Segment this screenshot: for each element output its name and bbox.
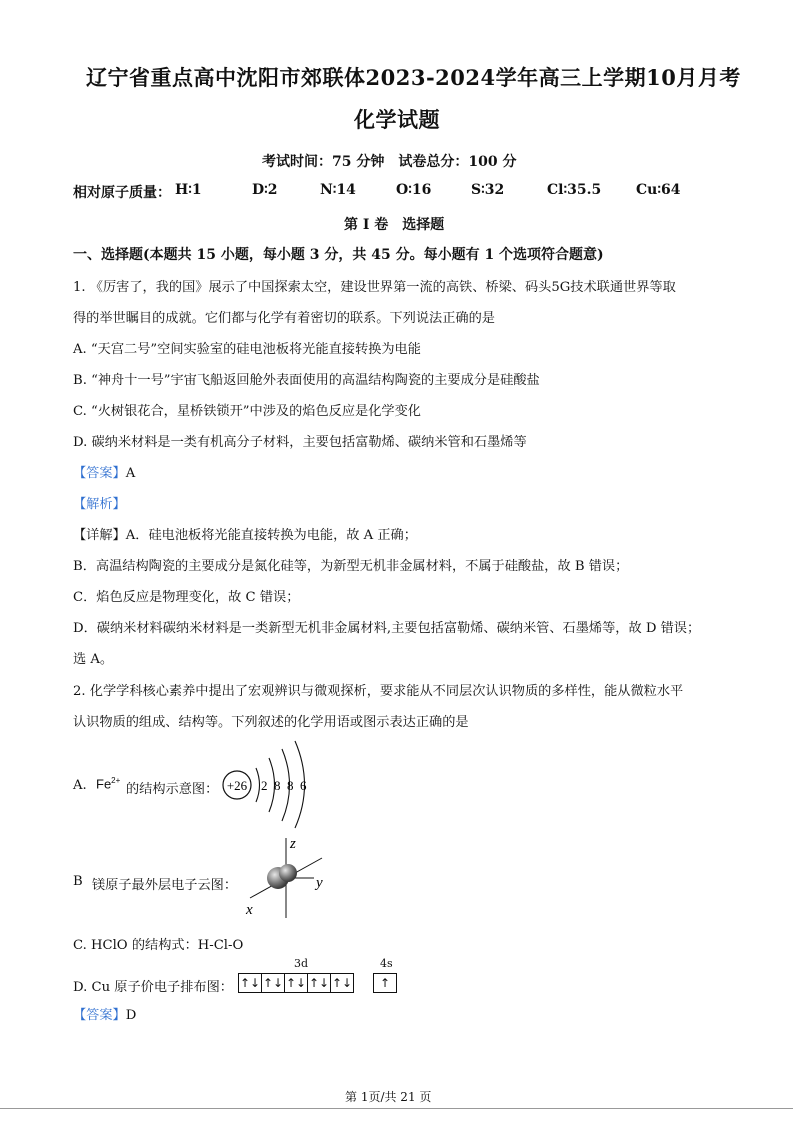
orbital-3d-boxes (238, 972, 353, 993)
ion-charge: 2+ (111, 776, 121, 785)
answer-value: D (125, 1008, 137, 1023)
q2-answer (73, 1004, 136, 1023)
shell-count-2: 8 (274, 778, 281, 793)
q1-conclusion: 选 A。 (73, 652, 114, 667)
mass-o: O∶16 (396, 182, 432, 198)
q1-option-a: A. “天宫二号”空间实验室的硅电池板将光能直接转换为电能 (73, 342, 421, 357)
mass-d: D∶2 (252, 182, 278, 198)
orbital-3d-1: ↑↓ (238, 973, 262, 993)
nucleus-label: +26 (226, 778, 248, 793)
electron-cloud-diagram (240, 832, 336, 922)
answer-label: 【答案】 (73, 1008, 126, 1023)
q1-detail-a (73, 524, 417, 543)
page-subtitle: 化学试题 (354, 107, 440, 132)
orbital-3d-2: ↑↓ (261, 973, 285, 993)
q1-option-b: B. “神舟十一号”宇宙飞船返回舱外表面使用的高温结构陶瓷的主要成分是硅酸盐 (73, 373, 540, 388)
shell-count-1: 2 (261, 778, 268, 793)
q2-stem-line1: 2. 化学学科核心素养中提出了宏观辨识与微观探析，要求能从不同层次认识物质的多样性，能从微粒水平 (73, 684, 684, 699)
mass-cu: Cu∶64 (636, 182, 681, 198)
q2-option-a-ion (96, 776, 120, 791)
q2-option-a-text: 的结构示意图： (126, 782, 219, 797)
q2-option-b-prefix: B (73, 874, 83, 889)
shell-arc-1 (256, 768, 260, 802)
mass-h: H∶1 (175, 182, 202, 198)
ion-symbol: Fe (96, 776, 112, 792)
q2-option-a-prefix: A. (73, 778, 87, 793)
orbital-4s: ↑ (373, 973, 397, 993)
electron-cloud-lobe-2 (279, 864, 297, 882)
orbital-4s-box-wrap (373, 972, 396, 993)
q1-analysis-label: 【解析】 (73, 497, 126, 512)
atomic-structure-diagram (218, 738, 318, 830)
orbital-3d-4: ↑↓ (307, 973, 331, 993)
page-number: 第 1页/共 21 页 (345, 1090, 432, 1104)
q1-answer (73, 462, 135, 481)
q1-option-d: D. 碳纳米材料是一类有机高分子材料，主要包括富勒烯、碳纳米管和石墨烯等 (73, 435, 527, 450)
q2-option-d-text: D. Cu 原子价电子排布图： (73, 980, 233, 995)
answer-label: 【答案】 (73, 466, 126, 481)
q1-stem-line1: 1. 《厉害了，我的国》展示了中国探索太空，建设世界第一流的高铁、桥梁、码头5G技术联通世界等取 (73, 280, 676, 295)
page-title: 辽宁省重点高中沈阳市郊联体2023-2024学年高三上学期10月月考 (86, 65, 741, 90)
label-3d: 3d (294, 957, 309, 970)
q2-option-b-text: 镁原子最外层电子云图： (92, 878, 238, 893)
label-4s: 4s (380, 957, 393, 970)
q1-detail-c: C．焰色反应是物理变化，故 C 错误； (73, 590, 300, 605)
atomic-mass-label: 相对原子质量： (73, 185, 171, 201)
axis-z-label: z (290, 836, 296, 852)
detail-label: 【详解】 (73, 528, 126, 543)
q2-option-c: C. HClO 的结构式：H-Cl-O (73, 938, 244, 953)
exam-time-info: 考试时间：75 分钟 试卷总分：100 分 (262, 154, 517, 170)
q1-detail-b: B．高温结构陶瓷的主要成分是氮化硅等，为新型无机非金属材料，不属于硅酸盐，故 B 错误； (73, 559, 629, 574)
q2-stem-line2: 认识物质的组成、结构等。下列叙述的化学用语或图示表达正确的是 (73, 715, 469, 730)
q1-detail-d: D．碳纳米材料碳纳米材料是一类新型无机非金属材料,主要包括富勒烯、碳纳米管、石墨烯等，故 D 错误； (73, 621, 701, 636)
mass-n: N∶14 (320, 182, 356, 198)
axis-y-label: y (316, 875, 323, 891)
axis-x-label: x (246, 902, 253, 918)
answer-value: A (125, 466, 136, 481)
orbital-3d-5: ↑↓ (330, 973, 354, 993)
q1-stem-line2: 得的举世瞩目的成就。它们都与化学有着密切的联系。下列说法正确的是 (73, 311, 495, 326)
footer-divider (0, 1108, 793, 1109)
section-heading: 一、选择题(本题共 15 小题，每小题 3 分，共 45 分。每小题有 1 个选项符合题意) (73, 247, 604, 263)
shell-count-3: 8 (287, 778, 294, 793)
detail-a-text: A．硅电池板将光能直接转换为电能，故 A 正确； (125, 528, 417, 543)
volume-heading: 第 I 卷 选择题 (344, 217, 445, 233)
mass-s: S∶32 (471, 182, 505, 198)
shell-count-4: 6 (300, 778, 307, 793)
mass-cl: Cl∶35.5 (547, 182, 602, 198)
q1-option-c: C. “火树银花合，星桥铁锁开”中涉及的焰色反应是化学变化 (73, 404, 421, 419)
orbital-3d-3: ↑↓ (284, 973, 308, 993)
